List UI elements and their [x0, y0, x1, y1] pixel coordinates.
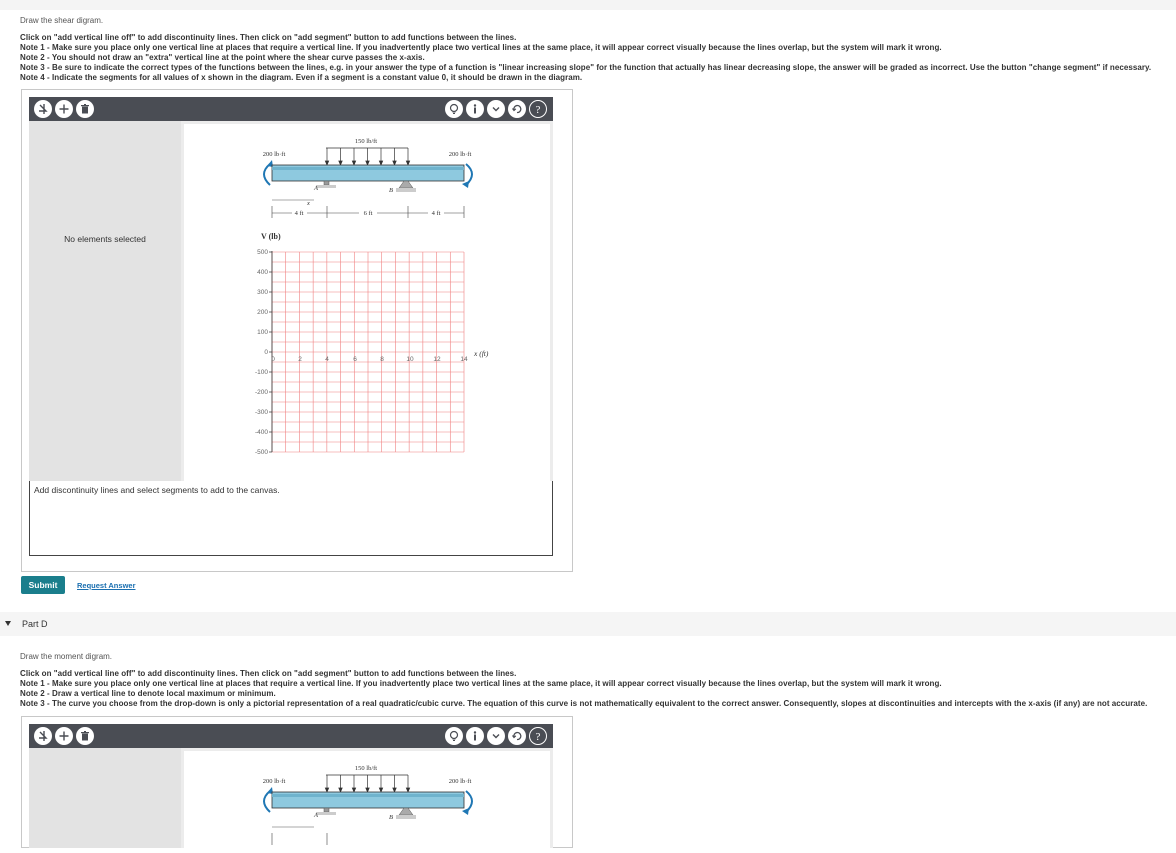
length-dimensions — [272, 833, 327, 845]
canvas-surface-2[interactable] — [184, 751, 550, 848]
part-d-label: Part D — [22, 619, 48, 629]
x-tick-0: 0 — [271, 356, 275, 363]
y-tick-labels — [255, 249, 268, 456]
left-moment-arrow — [264, 791, 270, 812]
moment-diagram-svg[interactable] — [184, 751, 550, 848]
dimension-1: 4 ft — [294, 210, 304, 217]
top-strip — [0, 0, 1176, 10]
canvas-surface[interactable] — [184, 124, 550, 481]
x-tick-8: 8 — [380, 356, 384, 363]
x-tick-4: 4 — [325, 356, 329, 363]
partc-note-2: Note 2 - You should not draw an "extra" vertical line at the point where the shear curve passes the x-axis. — [20, 53, 425, 62]
y-tick-300: 300 — [257, 289, 268, 296]
y-tick-neg200: -200 — [254, 389, 268, 396]
support-a-label: A — [314, 812, 318, 819]
canvas-footer — [29, 481, 553, 556]
right-moment-arrowhead — [462, 181, 469, 188]
chevron-down-icon[interactable] — [487, 727, 505, 745]
y-tick-neg100: -100 — [254, 369, 268, 376]
hint-icon[interactable] — [445, 100, 463, 118]
moment-diagram-panel — [21, 716, 573, 848]
support-a-pin — [324, 808, 329, 812]
support-a-base — [316, 812, 336, 815]
partd-note-3: Note 3 - The curve you choose from the drop-down is only a pictorial representation of a real quadratic/cubic curve. The equation of this curve is not mathematically equivalent to the correct answer. Consequently, slopes at discontinuities and intercepts with the x-axis (if any) are not accurate. — [20, 699, 1148, 708]
partd-lead: Draw the moment digram. — [20, 652, 113, 661]
left-moment-label: 200 lb·ft — [262, 151, 286, 158]
partc-instruction-1: Click on "add vertical line off" to add discontinuity lines. Then click on "add segment" button to add functions between the lines. — [20, 33, 517, 42]
drawing-canvas-2[interactable] — [181, 748, 553, 848]
help-icon[interactable] — [529, 100, 547, 118]
dimension-2: 6 ft — [363, 210, 373, 217]
y-tick-200: 200 — [257, 309, 268, 316]
left-moment-label: 200 lb·ft — [262, 778, 286, 785]
right-moment-arrow — [466, 791, 472, 812]
support-a-base — [316, 185, 336, 188]
y-axis-title: V (lb) — [261, 232, 281, 241]
x-dimension-label: x — [307, 200, 310, 207]
x-axis-title: x (ft) — [474, 349, 489, 358]
submit-button[interactable]: Submit — [21, 576, 65, 594]
x-tick-10: 10 — [406, 356, 414, 363]
left-moment-arrow — [264, 164, 270, 185]
add-segment-icon[interactable] — [55, 100, 73, 118]
support-b-pin — [399, 181, 413, 188]
load-label: 150 lb/ft — [354, 765, 378, 772]
shear-diagram-panel — [21, 89, 573, 572]
partc-note-3: Note 3 - Be sure to indicate the correct types of the functions between the lines, e.g. in your answer the type of a function is "linear increasing slope" for the function that actually has linear decreasing slope, the answer will be graded as incorrect. Use the button "change segment" if necessary. — [20, 63, 1152, 72]
drawing-canvas[interactable] — [181, 121, 553, 481]
y-tick-neg500: -500 — [254, 449, 268, 456]
selection-sidebar-2 — [29, 748, 181, 848]
delete-icon[interactable] — [76, 727, 94, 745]
beam-highlight — [272, 167, 464, 170]
footer-hint: Add discontinuity lines and select segments to add to the canvas. — [34, 485, 280, 495]
y-tick-marks — [269, 252, 272, 452]
partd-note-2: Note 2 - Draw a vertical line to denote local maximum or minimum. — [20, 689, 276, 698]
info-icon[interactable] — [466, 727, 484, 745]
svg-text:?: ? — [535, 731, 541, 742]
partc-lead: Draw the shear digram. — [20, 16, 104, 25]
right-moment-label: 200 lb·ft — [448, 151, 472, 158]
partd-instruction-1: Click on "add vertical line off" to add discontinuity lines. Then click on "add segment" button to add functions between the lines. — [20, 669, 517, 678]
partd-note-1: Note 1 - Make sure you place only one vertical line at places that require a vertical line. If you inadvertently place two vertical lines at the same place, it will appear correct visually because the lines overlap, but the system will mark it wrong. — [20, 679, 942, 688]
dimension-3: 4 ft — [431, 210, 441, 217]
help-icon[interactable] — [529, 727, 547, 745]
right-moment-arrowhead — [462, 808, 469, 815]
svg-text:?: ? — [535, 104, 541, 115]
collapse-triangle-icon[interactable] — [5, 621, 11, 626]
info-icon[interactable] — [466, 100, 484, 118]
chevron-down-icon[interactable] — [487, 100, 505, 118]
right-moment-arrow — [466, 164, 472, 185]
selection-sidebar — [29, 121, 181, 481]
x-tick-2: 2 — [298, 356, 302, 363]
x-tick-14: 14 — [460, 356, 468, 363]
sidebar-message: No elements selected — [64, 234, 146, 244]
hint-icon[interactable] — [445, 727, 463, 745]
support-a-label: A — [314, 185, 318, 192]
reset-icon[interactable] — [508, 100, 526, 118]
request-answer-link[interactable]: Request Answer — [77, 581, 136, 590]
add-segment-icon[interactable] — [55, 727, 73, 745]
grid-horizontal — [272, 252, 464, 452]
load-arrows — [325, 148, 409, 165]
y-tick-100: 100 — [257, 329, 268, 336]
shear-diagram-svg[interactable] — [184, 124, 550, 481]
part-d-header[interactable] — [0, 612, 1176, 636]
support-a-pin — [324, 181, 329, 185]
y-tick-500: 500 — [257, 249, 268, 256]
beam-highlight — [272, 794, 464, 797]
diagram-toolbar — [29, 97, 553, 121]
vertical-line-icon[interactable] — [34, 727, 52, 745]
right-moment-label: 200 lb·ft — [448, 778, 472, 785]
load-label: 150 lb/ft — [354, 138, 378, 145]
support-b-pin — [399, 808, 413, 815]
support-b-base — [396, 188, 416, 192]
vertical-line-icon[interactable] — [34, 100, 52, 118]
x-tick-12: 12 — [433, 356, 441, 363]
reset-icon[interactable] — [508, 727, 526, 745]
y-tick-neg400: -400 — [254, 429, 268, 436]
x-tick-6: 6 — [353, 356, 357, 363]
support-b-label: B — [389, 814, 393, 821]
delete-icon[interactable] — [76, 100, 94, 118]
y-tick-400: 400 — [257, 269, 268, 276]
support-b-label: B — [389, 187, 393, 194]
partc-note-1: Note 1 - Make sure you place only one vertical line at places that require a vertical line. If you inadvertently place two vertical lines at the same place, it will appear correct visually because the lines overlap, but the system will mark it wrong. — [20, 43, 942, 52]
y-tick-neg300: -300 — [254, 409, 268, 416]
support-b-base — [396, 815, 416, 819]
load-arrows — [325, 775, 409, 792]
partc-note-4: Note 4 - Indicate the segments for all values of x shown in the diagram. Even if a segment is a constant value 0, it should be drawn in the diagram. — [20, 73, 583, 82]
diagram-toolbar-2 — [29, 724, 553, 748]
y-tick-0: 0 — [264, 349, 268, 356]
